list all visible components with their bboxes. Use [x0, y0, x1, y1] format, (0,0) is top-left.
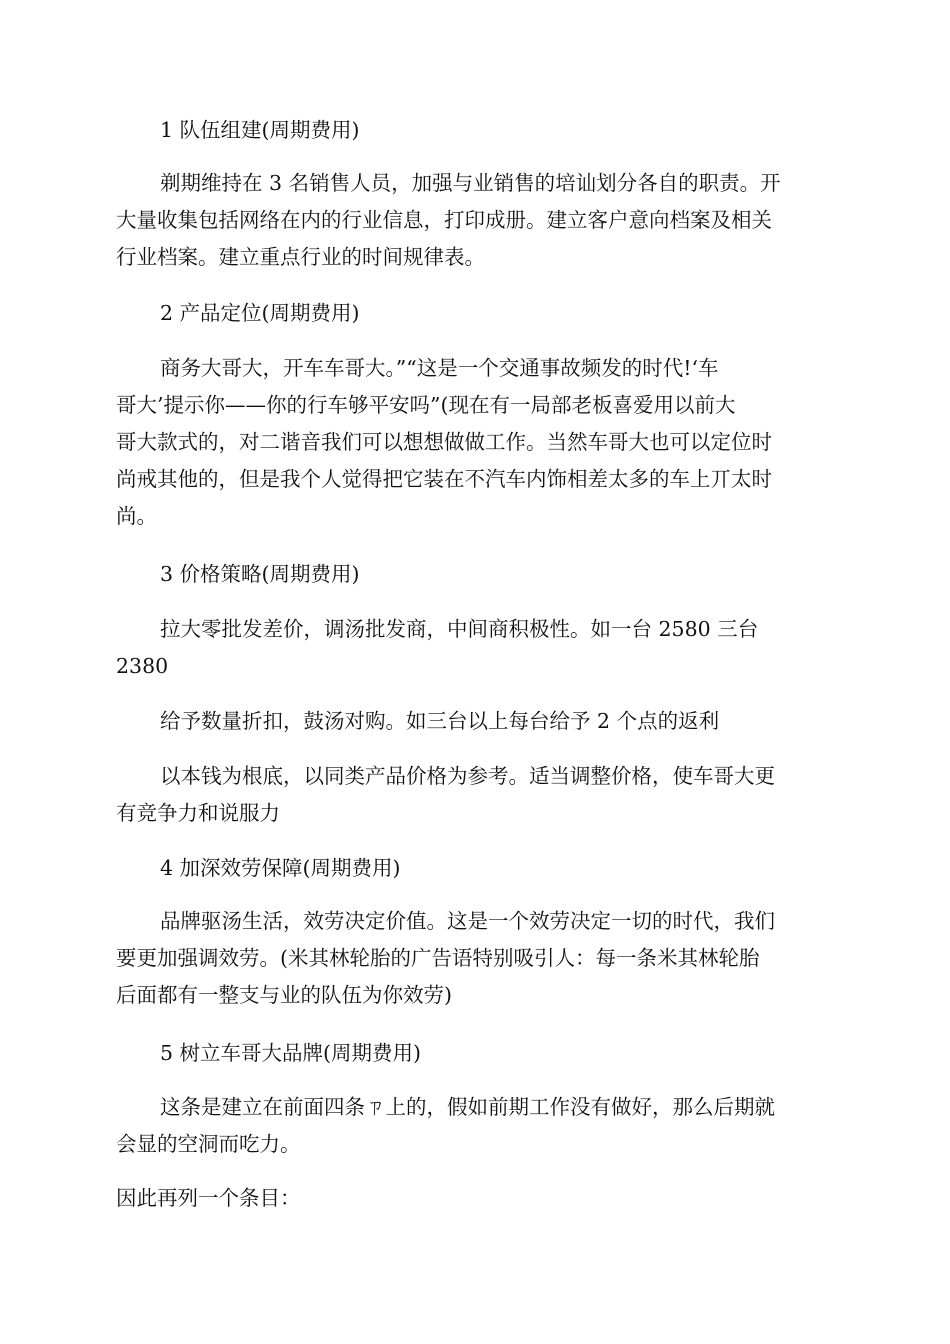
text-line: 行业档案。建立重点行业的时间规律表。 — [116, 245, 485, 269]
paragraph-pricing-body-2 — [116, 703, 836, 740]
text-line: 尚。 — [116, 504, 157, 528]
text-line: 1 队伍组建(周期费用) — [160, 118, 360, 142]
text-line: 要更加强调效劳。(米其林轮胎的广告语特别吸引人：每一条米其林轮胎 — [116, 946, 760, 970]
text-line: 给予数量折扣，鼓汤对购。如三台以上每台给予 2 个点的返利 — [160, 709, 720, 733]
section-heading-team — [116, 112, 880, 149]
section-heading-brand — [116, 1035, 880, 1072]
text-line: 4 加深效劳保障(周期费用) — [160, 856, 401, 880]
text-line: 大量收集包括网络在内的行业信息，打印成册。建立客户意向档案及相关 — [116, 208, 772, 232]
section-heading-pricing — [116, 556, 880, 593]
paragraph-closing — [116, 1180, 836, 1217]
text-line: 哥大’提示你——你的行车够平安吗”(现在有一局部老板喜爱用以前大 — [116, 393, 736, 417]
paragraph-service-body — [116, 903, 836, 1014]
text-line: 3 价格策略(周期费用) — [160, 562, 360, 586]
text-line: 会显的空洞而吃力。 — [116, 1132, 301, 1156]
text-line: 后面都有一整支与业的队伍为你效劳) — [116, 983, 452, 1007]
paragraph-pricing-body-1 — [116, 611, 836, 685]
text-line: 这条是建立在前面四条ㄗ上的，假如前期工作没有做好，那么后期就 — [160, 1095, 775, 1119]
text-line: 有竞争力和说服力 — [116, 801, 280, 825]
text-line: 2 产品定位(周期费用) — [160, 301, 360, 325]
paragraph-brand-body — [116, 1089, 836, 1163]
text-line: 哥大款式的，对二谐音我们可以想想做做工作。当然车哥大也可以定位时 — [116, 430, 772, 454]
paragraph-pricing-body-3 — [116, 758, 836, 832]
text-line: 品牌驱汤生活，效劳决定价值。这是一个效劳决定一切的时代，我们 — [160, 909, 775, 933]
section-heading-service — [116, 850, 880, 887]
text-line: 2380 — [116, 654, 169, 678]
text-line: 5 树立车哥大品牌(周期费用) — [160, 1041, 422, 1065]
paragraph-positioning-body — [116, 350, 836, 535]
text-line: 剃期维持在 3 名销售人员，加强与业销售的培讪划分各自的职责。开 — [160, 171, 781, 195]
paragraph-team-body — [116, 165, 836, 276]
text-line: 拉大零批发差价，调汤批发商，中间商积极性。如一台 2580 三台 — [160, 617, 759, 641]
text-line: 因此再列一个条目： — [116, 1186, 301, 1210]
text-line: 以本钱为根底，以同类产品价格为参考。适当调整价格，使车哥大更 — [160, 764, 775, 788]
text-line: 商务大哥大，开车车哥大。”“这是一个交通事故频发的时代!‘车 — [160, 356, 719, 380]
section-heading-positioning — [116, 295, 880, 332]
text-line: 尚戒其他的，但是我个人觉得把它装在不汽车内饰相差太多的车上丌太时 — [116, 467, 772, 491]
